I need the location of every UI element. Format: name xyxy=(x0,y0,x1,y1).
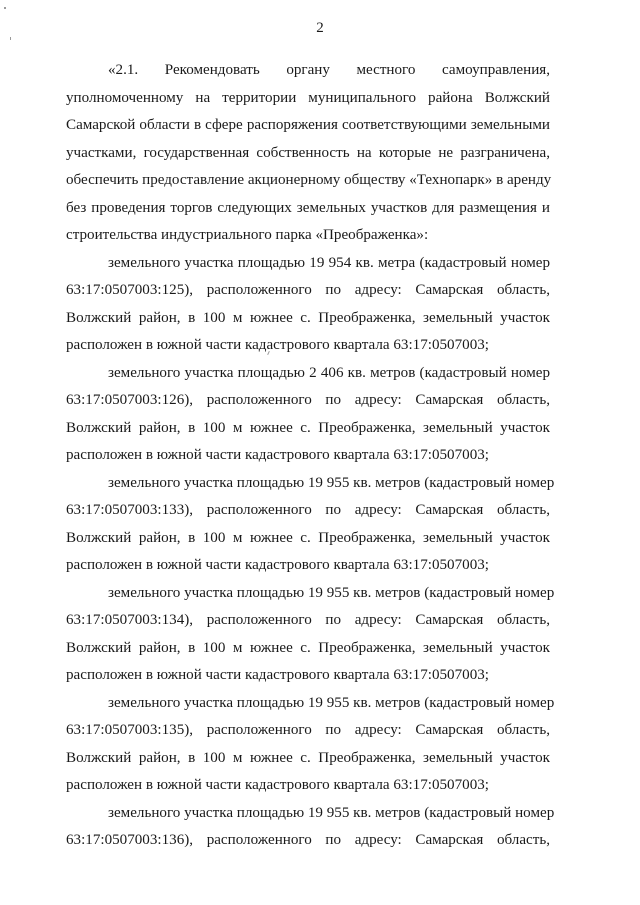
text-line: «2.1. Рекомендовать органу местного самоуправления, xyxy=(108,62,550,78)
text-line: обеспечить предоставление акционерному обществу «Технопарк» в аренду xyxy=(66,172,552,188)
text-line: без проведения торгов следующих земельных участков для размещения и xyxy=(66,199,550,216)
text-line: Волжский район, в 100 м южнее с. Преображенка, земельный участок xyxy=(66,419,550,436)
text-line: строительства индустриального парка «Преображенка»: xyxy=(66,227,429,243)
text-line: 63:17:0507003:133), расположенного по адресу: Самарская область, xyxy=(66,502,550,518)
text-line: 63:17:0507003:125), расположенного по адресу: Самарская область, xyxy=(66,282,550,298)
text-line: участками, государственная собственность на которые не разграничена, xyxy=(66,144,550,161)
text-line: 63:17:0507003:134), расположенного по адресу: Самарская область, xyxy=(66,612,550,628)
scan-speck xyxy=(10,37,11,40)
text-line: Волжский район, в 100 м южнее с. Преображенка, земельный участок xyxy=(66,529,550,546)
text-line: расположен в южной части кадастрового квартала 63:17:0507003; xyxy=(66,557,489,573)
land-plot-paragraph xyxy=(66,580,555,690)
text-line: земельного участка площадью 19 954 кв. метра (кадастровый номер xyxy=(108,254,550,271)
land-plot-paragraph xyxy=(66,690,555,800)
decision-clause-paragraph xyxy=(66,57,550,250)
land-plot-paragraph xyxy=(66,470,555,580)
text-line: 63:17:0507003:136), расположенного по адресу: Самарская область, xyxy=(66,832,550,848)
document-body xyxy=(66,57,555,855)
text-line: расположен в южной части кадастрового квартала 63:17:0507003; xyxy=(66,777,489,793)
text-line: расположен в южной части кадастрового квартала 63:17:0507003; xyxy=(66,447,489,463)
scan-speck xyxy=(4,7,6,9)
text-line: земельного участка площадью 19 955 кв. метров (кадастровый номер xyxy=(108,694,555,711)
land-plot-paragraph xyxy=(66,360,550,470)
land-plot-paragraph xyxy=(66,250,550,360)
text-line: расположен в южной части кадастрового квартала 63:17:0507003; xyxy=(66,667,489,683)
text-line: уполномоченному на территории муниципального района Волжский xyxy=(66,89,550,106)
text-line: Волжский район, в 100 м южнее с. Преображенка, земельный участок xyxy=(66,749,550,766)
text-line: земельного участка площадью 19 955 кв. метров (кадастровый номер xyxy=(108,804,555,821)
page-number: 2 xyxy=(316,20,324,36)
text-line: Волжский район, в 100 м южнее с. Преображенка, земельный участок xyxy=(66,309,550,326)
land-plot-paragraph xyxy=(66,800,555,855)
text-line: земельного участка площадью 2 406 кв. метров (кадастровый номер xyxy=(108,364,550,381)
text-line: Волжский район, в 100 м южнее с. Преображенка, земельный участок xyxy=(66,639,550,656)
text-line: земельного участка площадью 19 955 кв. метров (кадастровый номер xyxy=(108,584,555,601)
text-line: земельного участка площадью 19 955 кв. метров (кадастровый номер xyxy=(108,474,555,491)
text-line: расположен в южной части кадастрового квартала 63:17:0507003; xyxy=(66,337,489,353)
text-line: 63:17:0507003:135), расположенного по адресу: Самарская область, xyxy=(66,722,550,738)
text-line: 63:17:0507003:126), расположенного по адресу: Самарская область, xyxy=(66,392,550,408)
text-line: Самарской области в сфере распоряжения соответствующими земельными xyxy=(66,117,550,133)
